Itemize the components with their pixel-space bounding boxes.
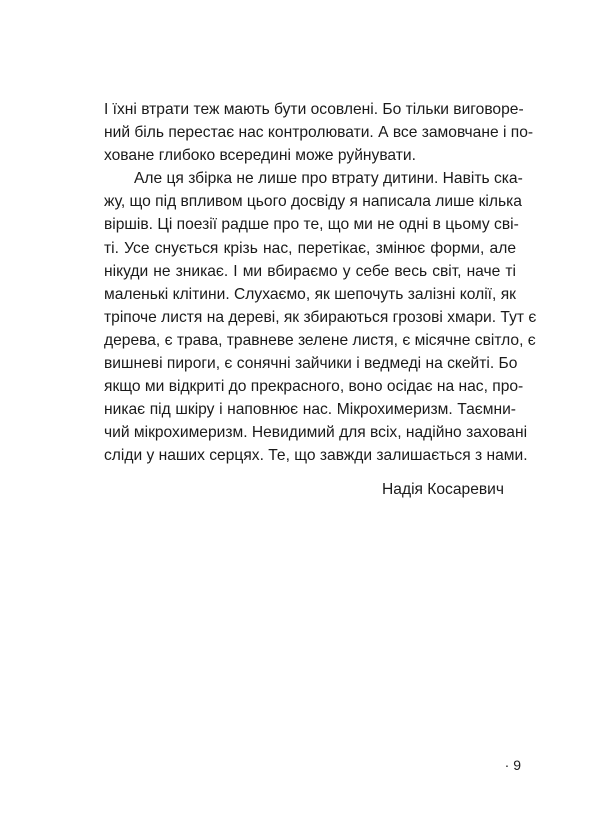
text-line: тріпоче листя на дереві, як збираються грозові хмари. Тут є — [104, 308, 537, 326]
text-line: якщо ми відкриті до прекрасного, воно осідає на нас, про- — [104, 378, 524, 396]
text-line: ховане глибоко всередині може руйнувати. — [104, 147, 416, 165]
text-line: жу, що під впливом цього досвіду я написала лише кілька — [104, 193, 522, 211]
text-line: сліди у наших серцях. Те, що завжди залишається з нами. — [104, 447, 528, 465]
text-line: дерева, є трава, травневе зелене листя, є місячне світло, є — [104, 331, 536, 349]
page-number: · 9 — [504, 757, 521, 773]
text-line: ті. Усе снується крізь нас, перетікає, змінює форми, але — [104, 239, 516, 257]
body-text — [104, 98, 537, 468]
text-line: ний біль перестає нас контролювати. А все замовчане і по- — [104, 124, 534, 142]
text-line: вишневі пироги, є сонячні зайчики і ведмеді на скейті. Бо — [104, 355, 518, 373]
text-line: никає під шкіру і наповнює нас. Мікрохимеризм. Таємни- — [104, 401, 516, 419]
text-line: віршів. Ці поезії радше про те, що ми не одні в цьому сві- — [104, 216, 519, 234]
text-line: І їхні втрати теж мають бути осовлені. Бо тільки виговоре- — [104, 101, 524, 118]
author-signature: Надія Косаревич — [382, 481, 504, 498]
text-line: чий мікрохимеризм. Невидимий для всіх, надійно заховані — [104, 424, 528, 442]
text-line: маленькі клітини. Слухаємо, як шепочуть залізні колії, як — [104, 285, 516, 303]
text-line: нікуди не зникає. І ми вбираємо у себе весь світ, наче ті — [104, 262, 516, 280]
text-line: Але ця збірка не лише про втрату дитини. Навіть ска- — [134, 170, 523, 188]
